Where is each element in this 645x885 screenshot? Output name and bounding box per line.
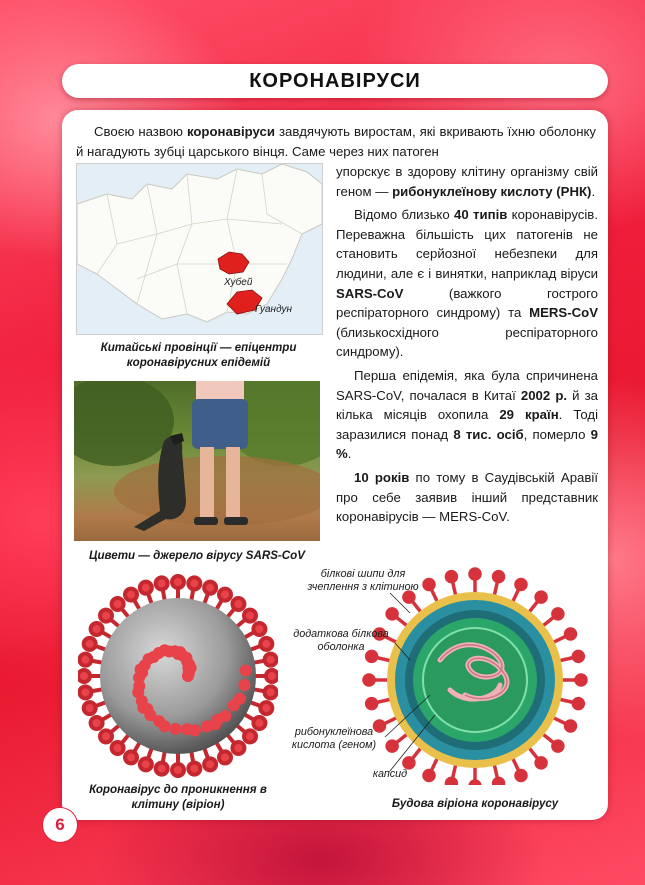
- intro-term-coronaviruses: коронавіруси: [186, 124, 275, 139]
- term-29-countries: 29 країн: [499, 407, 559, 423]
- paragraph-genome: [336, 162, 598, 201]
- term-rna: рибонуклеїнову кислоту (РНК): [392, 183, 592, 199]
- map-label-guangdong: Гуандун: [255, 304, 292, 315]
- intro-text: [76, 122, 596, 161]
- page-number: [42, 807, 78, 843]
- text-span: (близькосхідного респіраторного синдрому).: [336, 324, 598, 360]
- label-capsid: капсид: [372, 768, 408, 780]
- text-span: (важкого гострого респіраторного синдрому) та: [336, 285, 598, 321]
- text-span: .: [347, 446, 352, 462]
- map-caption: Китайські провінції — епіцентри коронавірусних епідемій: [100, 341, 297, 369]
- term-sars: SARS-CoV: [336, 285, 404, 301]
- text-span: , померло: [523, 426, 591, 442]
- text-span: й за кілька місяців охопила: [336, 387, 598, 423]
- map-label-hubei: Хубей: [224, 277, 253, 288]
- virion-caption: Коронавірус до проникнення в клітину (віріон): [89, 783, 267, 811]
- page-title: КОРОНАВІРУСИ: [249, 69, 421, 92]
- civet-photo: [74, 381, 320, 541]
- civet-photo-graphic: [74, 381, 320, 541]
- intro-text-a: Своєю назвою: [94, 124, 187, 139]
- intro-text-c: завдячують виростам, які вкривають їхню оболонку й нагадують зубці царського вінця. Саме через них патоген: [76, 124, 596, 159]
- text-span: Перша епідемія, яка була спричинена SARS-CoV, почалася в Китаї: [336, 367, 598, 403]
- term-10-years: 10 років: [354, 469, 410, 485]
- photo-caption: Цивети — джерело вірусу SARS-CoV: [89, 549, 305, 562]
- text-span: . Тоді заразилися понад: [336, 407, 599, 442]
- page-number-text: 6: [55, 815, 65, 834]
- paragraph-mers: [336, 468, 598, 527]
- title-banner: [62, 64, 608, 98]
- text-span: упорскує в здорову клітину організму свій геном —: [336, 164, 598, 199]
- term-40-types: 40 типів: [454, 207, 508, 223]
- china-map: [76, 163, 323, 335]
- label-protein-spikes: білкові шипи для зчеплення з клітиною: [307, 568, 419, 593]
- term-9-percent: 9 %: [336, 426, 598, 462]
- diagram-leader-lines: [340, 585, 460, 775]
- virion-graphic: [78, 574, 278, 779]
- term-8k-people: 8 тис. осіб: [453, 426, 524, 442]
- paragraph-epidemic: [336, 366, 598, 464]
- virion-illustration: [78, 574, 278, 779]
- term-2002: 2002 р.: [520, 387, 568, 403]
- term-mers: MERS-CoV: [529, 305, 598, 321]
- text-span: по тому в Саудівській Аравії про себе заявив інший представник коронавірусів — MERS-CoV.: [336, 469, 598, 525]
- label-rna-genome: рибонуклеїнова кислота (геном): [291, 726, 377, 751]
- text-span: коронавірусів. Переважна більшість цих патогенів не становить серйозної небезпеки для людини, але є і винятки, наприклад віруси: [336, 207, 598, 281]
- right-column-text: [336, 162, 598, 527]
- structure-caption: Будова віріона коронавірусу: [391, 797, 559, 810]
- label-protein-envelope: додаткова білкова оболонка: [293, 628, 389, 653]
- text-span: Відомо близько: [354, 207, 455, 223]
- paragraph-types: [336, 205, 598, 362]
- text-span: .: [591, 183, 596, 199]
